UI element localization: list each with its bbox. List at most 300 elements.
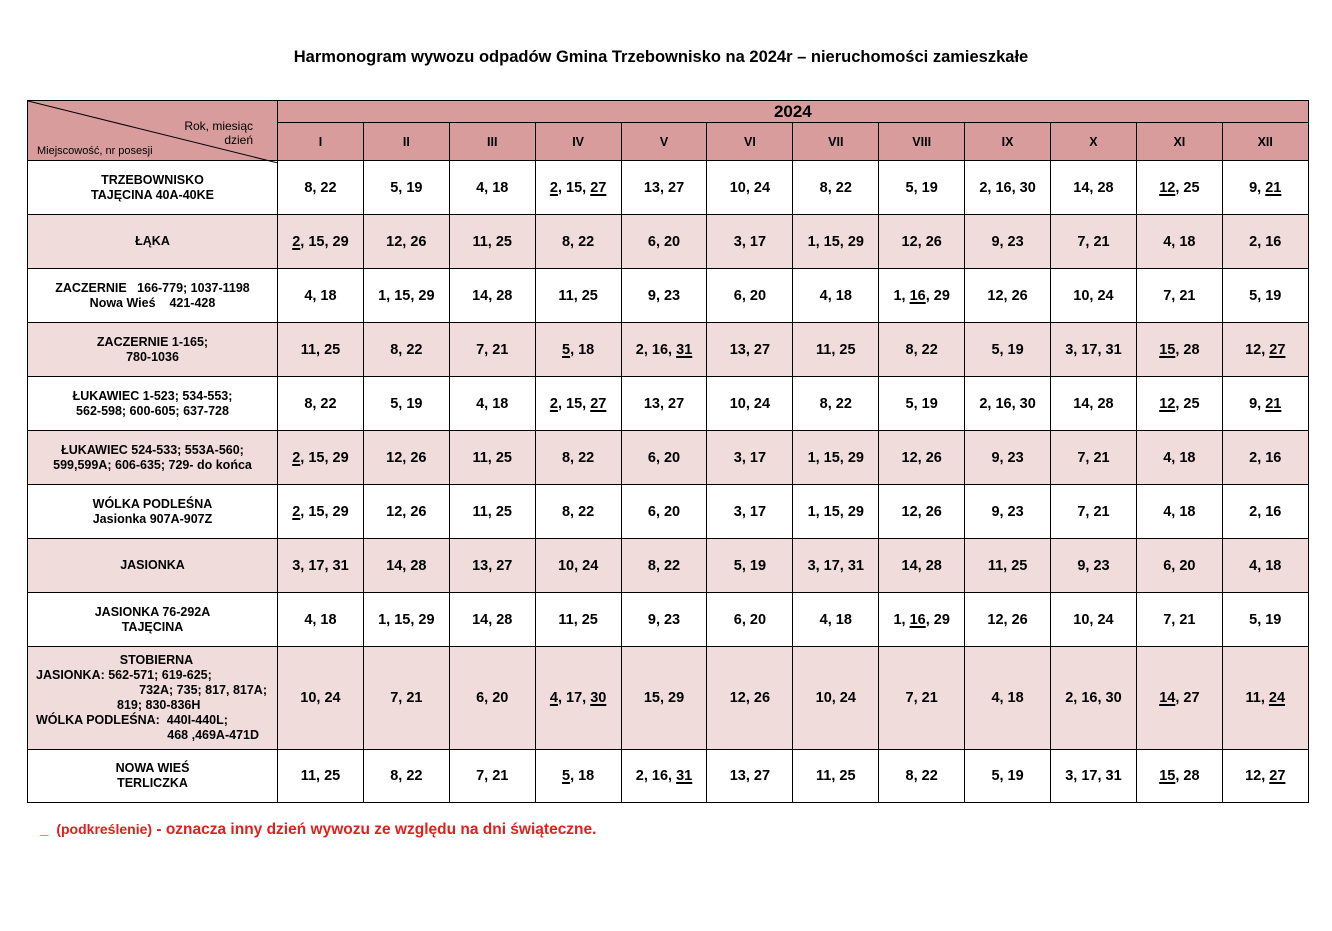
dates-value: 1, 15, 29 (807, 233, 864, 250)
dates-value: 7, 21 (1163, 611, 1196, 628)
dates-value: 10, 24 (729, 395, 771, 412)
collection-dates-cell (1222, 485, 1308, 539)
dates-value: 10, 24 (557, 557, 599, 574)
dates-value: 12, 25 (1159, 395, 1200, 412)
dates-value: 11, 24 (1245, 690, 1286, 706)
collection-dates-cell (793, 647, 879, 750)
dates-value: 4, 18 (476, 179, 509, 196)
corner-bottom-label: Miejscowość, nr posesji (37, 145, 153, 157)
collection-dates-cell (793, 269, 879, 323)
collection-dates-cell (1222, 647, 1308, 750)
dates-value: 5, 19 (991, 768, 1024, 784)
collection-dates-cell (278, 593, 364, 647)
collection-dates-cell (621, 377, 707, 431)
collection-dates-cell (535, 377, 621, 431)
dates-value: 5, 19 (1249, 611, 1282, 628)
collection-dates-cell (621, 323, 707, 377)
collection-dates-cell (965, 377, 1051, 431)
location-cell (28, 750, 278, 803)
dates-value: 4, 18 (1163, 503, 1196, 520)
table-row (28, 539, 1309, 593)
collection-dates-cell (535, 750, 621, 803)
collection-dates-cell (879, 215, 965, 269)
dates-value: 6, 20 (1163, 557, 1196, 574)
collection-dates-cell (879, 377, 965, 431)
dates-value: 2, 16 (1249, 233, 1282, 250)
location-line: 780-1036 (126, 349, 179, 364)
dates-value: 11, 25 (300, 768, 341, 784)
table-row (28, 431, 1309, 485)
shifted-day: 27 (1269, 341, 1286, 358)
dates-value: 2, 15, 29 (292, 449, 349, 466)
collection-dates-cell (363, 539, 449, 593)
dates-value: 11, 25 (472, 503, 512, 520)
dates-value: 12, 27 (1245, 768, 1286, 784)
collection-dates-cell (278, 161, 364, 215)
location-cell (28, 431, 278, 485)
shifted-day: 16 (909, 287, 926, 304)
collection-dates-cell (278, 323, 364, 377)
collection-dates-cell (879, 593, 965, 647)
dates-value: 8, 22 (561, 233, 595, 250)
dates-value: 14, 28 (472, 611, 513, 628)
shifted-day: 4 (549, 690, 558, 706)
dates-value: 7, 21 (1163, 287, 1196, 304)
dates-value: 7, 21 (1077, 503, 1110, 520)
table-row (28, 593, 1309, 647)
dates-value: 8, 22 (561, 449, 595, 466)
collection-dates-cell (1136, 593, 1222, 647)
dates-value: 10, 24 (815, 690, 856, 706)
dates-value: 7, 21 (1077, 449, 1110, 466)
dates-value: 6, 20 (647, 503, 681, 520)
table-row (28, 323, 1309, 377)
month-header: XI (1136, 123, 1222, 161)
collection-dates-cell (278, 539, 364, 593)
collection-dates-cell (535, 431, 621, 485)
collection-dates-cell (621, 750, 707, 803)
collection-dates-cell (1051, 215, 1137, 269)
table-row (28, 161, 1309, 215)
dates-value: 13, 27 (729, 768, 771, 784)
collection-dates-cell (1051, 323, 1137, 377)
location-line: Jasionka 907A-907Z (92, 511, 213, 526)
dates-value: 15, 28 (1159, 341, 1200, 358)
dates-value: 5, 18 (561, 768, 595, 784)
dates-value: 2, 16, 31 (635, 341, 693, 358)
dates-value: 8, 22 (905, 341, 938, 358)
collection-dates-cell (1222, 323, 1308, 377)
table-row (28, 485, 1309, 539)
dates-value: 9, 23 (647, 611, 681, 628)
collection-dates-cell (278, 431, 364, 485)
month-header: XII (1222, 123, 1308, 161)
location-cell (28, 647, 278, 750)
collection-dates-cell (1136, 750, 1222, 803)
dates-value: 3, 17 (733, 233, 767, 250)
location-line: STOBIERNA (119, 653, 194, 667)
dates-value: 12, 26 (386, 449, 427, 466)
location-cell (28, 485, 278, 539)
collection-dates-cell (1051, 377, 1137, 431)
collection-dates-cell (965, 161, 1051, 215)
location-line: NOWA WIEŚ (115, 761, 190, 775)
page-title: Harmonogram wywozu odpadów Gmina Trzebownisko na 2024r – nieruchomości zamieszkałe (293, 48, 1029, 66)
dates-value: 11, 25 (558, 611, 598, 628)
collection-dates-cell (793, 539, 879, 593)
dates-value: 12, 26 (901, 449, 942, 466)
header-corner-cell (28, 101, 278, 161)
collection-dates-cell (1222, 431, 1308, 485)
collection-dates-cell (621, 539, 707, 593)
dates-value: 13, 27 (729, 341, 771, 358)
collection-dates-cell (1051, 431, 1137, 485)
shifted-day: 12 (1159, 395, 1176, 412)
location-line: ZACZERNIE 1-165; (96, 334, 209, 349)
collection-dates-cell (707, 593, 793, 647)
collection-dates-cell (965, 485, 1051, 539)
dates-value: 1, 15, 29 (378, 611, 435, 628)
dates-value: 12, 26 (386, 503, 427, 520)
shifted-day: 2 (292, 233, 301, 250)
location-line: WÓLKA PODLEŚNA: 440I-440L; (36, 713, 228, 727)
collection-dates-cell (363, 647, 449, 750)
location-cell (28, 215, 278, 269)
collection-dates-cell (793, 750, 879, 803)
collection-dates-cell (879, 647, 965, 750)
month-header: VI (707, 123, 793, 161)
shifted-day: 15 (1159, 341, 1176, 358)
dates-value: 4, 18 (304, 287, 337, 304)
collection-dates-cell (965, 647, 1051, 750)
collection-dates-cell (879, 539, 965, 593)
collection-dates-cell (965, 323, 1051, 377)
collection-dates-cell (278, 750, 364, 803)
collection-dates-cell (707, 485, 793, 539)
dates-value: 9, 21 (1249, 179, 1282, 196)
shifted-day: 30 (590, 690, 607, 706)
collection-dates-cell (1136, 647, 1222, 750)
collection-dates-cell (793, 323, 879, 377)
shifted-day: 14 (1159, 690, 1176, 706)
location-line: 599,599A; 606-635; 729- do końca (53, 457, 252, 472)
collection-dates-cell (278, 215, 364, 269)
collection-dates-cell (879, 323, 965, 377)
dates-value: 1, 16, 29 (893, 611, 950, 628)
footnote-text: - oznacza inny dzień wywozu ze względu na dni świąteczne. (152, 821, 597, 838)
location-line: TERLICZKA (117, 776, 188, 790)
location-line: 562-598; 600-605; 637-728 (76, 403, 229, 418)
month-header: VIII (879, 123, 965, 161)
table-row (28, 215, 1309, 269)
dates-value: 2, 15, 29 (292, 503, 349, 520)
dates-value: 12, 26 (901, 233, 942, 250)
dates-value: 2, 15, 27 (549, 179, 607, 196)
collection-dates-cell (621, 647, 707, 750)
collection-dates-cell (1051, 539, 1137, 593)
location-cell (28, 593, 278, 647)
collection-dates-cell (707, 323, 793, 377)
month-header: IX (965, 123, 1051, 161)
collection-dates-cell (363, 593, 449, 647)
month-header: X (1051, 123, 1137, 161)
collection-dates-cell (535, 485, 621, 539)
dates-value: 14, 27 (1159, 690, 1200, 706)
collection-dates-cell (1136, 485, 1222, 539)
table-row (28, 750, 1309, 803)
collection-dates-cell (1051, 593, 1137, 647)
collection-dates-cell (1136, 377, 1222, 431)
collection-dates-cell (621, 485, 707, 539)
dates-value: 3, 17, 31 (292, 557, 349, 574)
shifted-day: 2 (292, 449, 301, 466)
shifted-day: 16 (909, 611, 926, 628)
collection-dates-cell (535, 269, 621, 323)
shifted-day: 5 (561, 341, 571, 358)
collection-dates-cell (535, 593, 621, 647)
dates-value: 4, 18 (819, 287, 852, 304)
schedule-table (27, 100, 1309, 803)
shifted-day: 31 (676, 341, 693, 358)
dates-value: 5, 19 (390, 395, 423, 412)
dates-value: 13, 27 (643, 179, 685, 196)
shifted-day: 2 (292, 503, 301, 520)
collection-dates-cell (363, 750, 449, 803)
collection-dates-cell (1136, 539, 1222, 593)
dates-value: 5, 19 (733, 557, 767, 574)
collection-dates-cell (363, 269, 449, 323)
location-line: JASIONKA (120, 558, 185, 572)
dates-value: 8, 22 (561, 503, 595, 520)
dates-value: 12, 26 (729, 690, 771, 706)
collection-dates-cell (1136, 269, 1222, 323)
dates-value: 5, 19 (905, 395, 938, 412)
collection-dates-cell (707, 647, 793, 750)
location-line: TAJĘCINA (121, 619, 184, 634)
collection-dates-cell (707, 539, 793, 593)
collection-dates-cell (1136, 215, 1222, 269)
collection-dates-cell (449, 647, 535, 750)
location-line: WÓLKA PODLEŚNA (92, 496, 213, 511)
collection-dates-cell (449, 161, 535, 215)
dates-value: 5, 18 (561, 341, 595, 358)
collection-dates-cell (535, 539, 621, 593)
shifted-day: 12 (1159, 179, 1176, 196)
collection-dates-cell (363, 431, 449, 485)
dates-value: 10, 24 (729, 179, 771, 196)
shifted-day: 2 (549, 179, 558, 196)
dates-value: 14, 28 (386, 557, 427, 574)
location-line: JASIONKA: 562-571; 619-625; (36, 668, 212, 682)
collection-dates-cell (707, 269, 793, 323)
location-cell (28, 269, 278, 323)
dates-value: 5, 19 (390, 179, 423, 196)
location-line: Nowa Wieś 421-428 (89, 295, 216, 310)
location-cell (28, 323, 278, 377)
dates-value: 11, 25 (816, 341, 856, 358)
dates-value: 14, 28 (472, 287, 513, 304)
collection-dates-cell (879, 485, 965, 539)
collection-dates-cell (535, 323, 621, 377)
collection-dates-cell (449, 593, 535, 647)
dates-value: 15, 29 (643, 690, 685, 706)
dates-value: 2, 16 (1249, 449, 1282, 466)
location-line: ŁUKAWIEC 524-533; 553A-560; (61, 442, 244, 457)
collection-dates-cell (449, 377, 535, 431)
collection-dates-cell (363, 485, 449, 539)
collection-dates-cell (621, 431, 707, 485)
dates-value: 12, 26 (987, 287, 1028, 304)
collection-dates-cell (1222, 161, 1308, 215)
collection-dates-cell (621, 215, 707, 269)
collection-dates-cell (1222, 593, 1308, 647)
shifted-day: 5 (561, 768, 571, 784)
collection-dates-cell (1136, 431, 1222, 485)
collection-dates-cell (278, 647, 364, 750)
month-header: II (363, 123, 449, 161)
month-header: IV (535, 123, 621, 161)
collection-dates-cell (965, 750, 1051, 803)
dates-value: 14, 28 (1073, 395, 1114, 412)
dates-value: 4, 18 (1163, 449, 1196, 466)
year-header: 2024 (278, 101, 1309, 123)
dates-value: 12, 26 (386, 233, 427, 250)
dates-value: 4, 18 (1249, 557, 1282, 574)
shifted-day: 21 (1265, 179, 1282, 196)
shifted-day: 27 (1269, 768, 1286, 784)
collection-dates-cell (363, 161, 449, 215)
collection-dates-cell (793, 377, 879, 431)
dates-value: 12, 25 (1159, 179, 1200, 196)
dates-value: 6, 20 (647, 449, 681, 466)
dates-value: 11, 25 (472, 233, 512, 250)
shifted-day: 2 (549, 395, 558, 412)
collection-dates-cell (278, 269, 364, 323)
footnote-paren: (podkreślenie) (56, 821, 153, 837)
dates-value: 3, 17 (733, 449, 767, 466)
dates-value: 13, 27 (472, 557, 513, 574)
collection-dates-cell (449, 539, 535, 593)
dates-value: 3, 17, 31 (1065, 341, 1122, 358)
dates-value: 9, 23 (1077, 557, 1110, 574)
dates-value: 11, 25 (816, 768, 856, 784)
dates-value: 9, 23 (647, 287, 681, 304)
dates-value: 8, 22 (819, 395, 852, 412)
collection-dates-cell (793, 161, 879, 215)
underline-mark: _ (40, 821, 49, 838)
collection-dates-cell (965, 269, 1051, 323)
location-line: 819; 830-836H (117, 698, 201, 712)
collection-dates-cell (278, 377, 364, 431)
collection-dates-cell (449, 750, 535, 803)
collection-dates-cell (707, 750, 793, 803)
collection-dates-cell (535, 647, 621, 750)
dates-value: 5, 19 (991, 341, 1024, 358)
location-line: TRZEBOWNISKO (101, 172, 204, 187)
dates-value: 8, 22 (304, 179, 337, 196)
collection-dates-cell (965, 215, 1051, 269)
collection-dates-cell (707, 161, 793, 215)
collection-dates-cell (965, 539, 1051, 593)
collection-dates-cell (621, 269, 707, 323)
collection-dates-cell (535, 215, 621, 269)
location-line: ZACZERNIE 166-779; 1037-1198 (55, 280, 250, 295)
location-cell (28, 377, 278, 431)
collection-dates-cell (965, 593, 1051, 647)
collection-dates-cell (621, 161, 707, 215)
collection-dates-cell (1136, 323, 1222, 377)
location-cell (28, 161, 278, 215)
shifted-day: 27 (590, 179, 607, 196)
collection-dates-cell (1222, 750, 1308, 803)
collection-dates-cell (793, 431, 879, 485)
collection-dates-cell (363, 377, 449, 431)
collection-dates-cell (449, 323, 535, 377)
collection-dates-cell (793, 593, 879, 647)
dates-value: 9, 21 (1249, 395, 1282, 412)
dates-value: 8, 22 (390, 768, 423, 784)
dates-value: 3, 17, 31 (807, 557, 864, 574)
dates-value: 1, 15, 29 (807, 503, 864, 520)
collection-dates-cell (707, 431, 793, 485)
collection-dates-cell (879, 269, 965, 323)
location-line: TAJĘCINA 40A-40KE (91, 187, 214, 202)
shifted-day: 15 (1159, 768, 1176, 784)
dates-value: 4, 18 (991, 690, 1024, 706)
collection-dates-cell (879, 431, 965, 485)
shifted-day: 27 (590, 395, 607, 412)
dates-value: 2, 15, 29 (292, 233, 349, 250)
dates-value: 10, 24 (300, 690, 341, 706)
dates-value: 12, 26 (987, 611, 1028, 628)
dates-value: 12, 26 (901, 503, 942, 520)
dates-value: 10, 24 (1073, 611, 1114, 628)
dates-value: 5, 19 (905, 179, 938, 196)
dates-value: 8, 22 (819, 179, 852, 196)
location-line: ŁUKAWIEC 1-523; 534-553; (72, 388, 233, 403)
corner-top-line2: dzień (224, 133, 253, 147)
dates-value: 6, 20 (733, 611, 767, 628)
month-header: III (449, 123, 535, 161)
collection-dates-cell (879, 161, 965, 215)
collection-dates-cell (1222, 269, 1308, 323)
collection-dates-cell (1051, 647, 1137, 750)
dates-value: 6, 20 (476, 690, 509, 706)
dates-value: 1, 16, 29 (893, 287, 950, 304)
collection-dates-cell (449, 431, 535, 485)
dates-value: 5, 19 (1249, 287, 1282, 304)
dates-value: 9, 23 (991, 449, 1024, 466)
dates-value: 8, 22 (647, 557, 681, 574)
corner-top-line1: Rok, miesiąc (184, 119, 253, 133)
dates-value: 4, 17, 30 (549, 690, 607, 706)
shifted-day: 31 (676, 768, 693, 784)
collection-dates-cell (363, 323, 449, 377)
dates-value: 13, 27 (643, 395, 685, 412)
dates-value: 11, 25 (300, 341, 341, 358)
collection-dates-cell (1051, 750, 1137, 803)
collection-dates-cell (707, 215, 793, 269)
dates-value: 6, 20 (647, 233, 681, 250)
dates-value: 11, 25 (558, 287, 598, 304)
collection-dates-cell (1222, 377, 1308, 431)
dates-value: 2, 16, 30 (979, 179, 1036, 196)
corner-top-label (184, 119, 253, 147)
table-row (28, 377, 1309, 431)
dates-value: 2, 16, 30 (979, 395, 1036, 412)
dates-value: 8, 22 (905, 768, 938, 784)
collection-dates-cell (707, 377, 793, 431)
